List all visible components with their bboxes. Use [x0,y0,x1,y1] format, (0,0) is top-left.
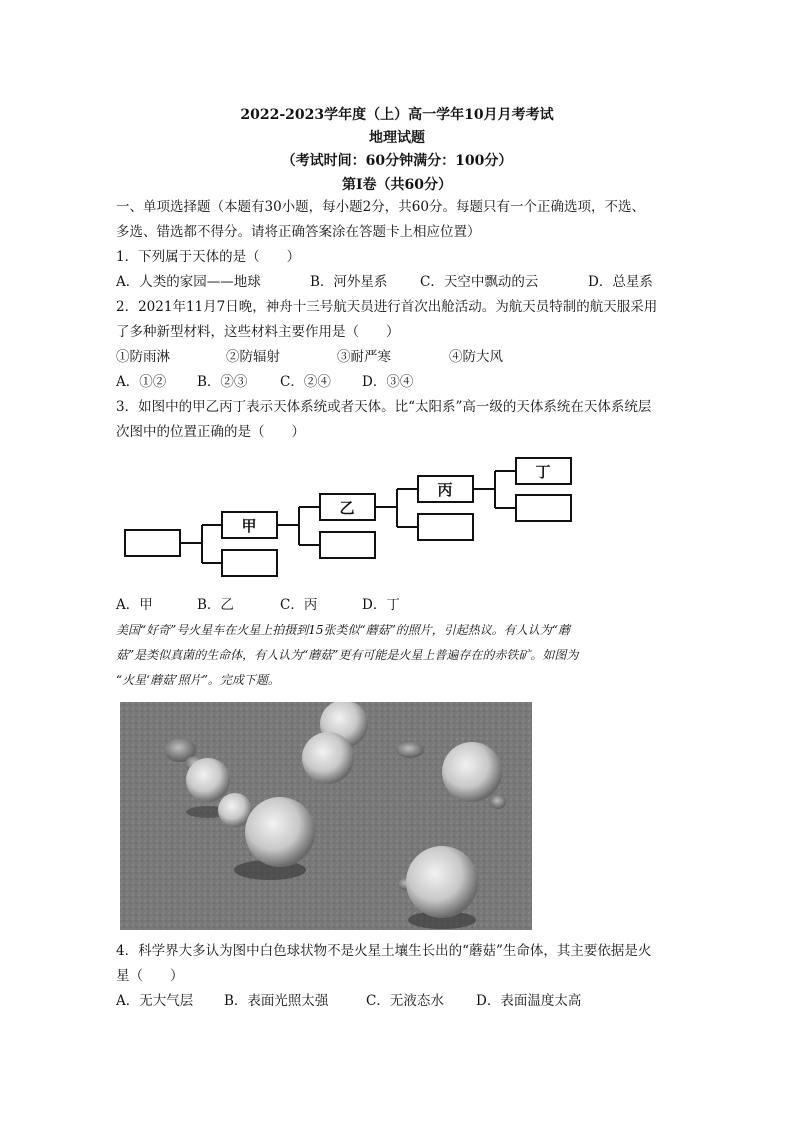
passage-line-3: “火星‘蘑菇’照片”。完成下题。 [116,673,280,687]
q3-stem-line-1: 3．如图中的甲乙丙丁表示天体系统或者天体。比“太阳系”高一级的天体系统在天体系统层 [116,399,652,415]
q2-item-2: ②防辐射 [226,349,280,365]
q4-option-d: D．表面温度太高 [476,993,582,1009]
exam-title: 2022-2023学年度（上）高一学年10月月考考试 [240,107,554,123]
exam-subject: 地理试题 [369,130,425,146]
q3-option-d: D．丁 [362,597,400,613]
hierarchy-box-level-4-blank [516,495,571,521]
q3-stem-line-2: 次图中的位置正确的是（ ） [116,424,305,440]
q1-option-a: A．人类的家园——地球 [116,274,261,290]
q1-option-b: B．河外星系 [310,274,388,290]
q3-option-a: A．甲 [116,597,153,613]
q2-option-b: B．②③ [197,374,248,390]
hierarchy-box-level-1-blank [222,550,277,576]
q4-option-a: A．无大气层 [116,993,194,1009]
hierarchy-box-level-3-blank [418,514,473,540]
hierarchy-box-level-0 [125,530,180,556]
q4-option-b: B．表面光照太强 [224,993,329,1009]
diagram-label-bing: 丙 [437,481,453,499]
mars-mushroom-photo [120,702,532,930]
diagram-label-jia: 甲 [241,517,257,535]
q1-stem: 1．下列属于天体的是（ ） [116,249,301,265]
exam-time-info: （考试时间：60分钟满分：100分） [281,153,513,169]
passage-line-2: 菇”是类似真菌的生命体，有人认为“蘑菇”更有可能是火星上普遍存在的赤铁矿。如图为 [116,648,579,662]
celestial-system-hierarchy-diagram [0,440,794,590]
q3-option-c: C．丙 [280,597,318,613]
passage-line-1: 美国“好奇”号火星车在火星上拍摄到15张类似“蘑菇”的照片，引起热议。有人认为“蘑 [116,623,570,637]
q2-item-3: ③耐严寒 [337,349,391,365]
section-heading: 第Ⅰ卷（共60分） [341,177,453,193]
q4-option-c: C．无液态水 [366,993,444,1009]
q3-option-b: B．乙 [197,597,234,613]
q4-stem-line-2: 星（ ） [116,968,184,984]
q1-option-d: D．总星系 [588,274,653,290]
q2-item-1: ①防雨淋 [116,349,170,365]
q2-stem-line-2: 了多种新型材料，这些材料主要作用是（ ） [116,324,400,340]
q4-stem-line-1: 4．科学界大多认为图中白色球状物不是火星土壤生长出的“蘑菇”生命体，其主要依据是火 [116,943,652,959]
q2-option-a: A．①② [116,374,167,390]
instructions-line-1: 一、单项选择题（本题有30小题，每小题2分，共60分。每题只有一个正确选项，不选、 [116,199,645,215]
hierarchy-box-level-2-blank [320,532,375,558]
q2-item-4: ④防大风 [449,349,503,365]
q2-option-d: D．③④ [362,374,414,390]
q2-option-c: C．②④ [280,374,331,390]
q1-option-c: C．天空中飘动的云 [420,274,539,290]
diagram-label-ding: 丁 [535,463,551,481]
q2-stem-line-1: 2．2021年11月7日晚，神舟十三号航天员进行首次出舱活动。为航天员特制的航天服采用 [116,299,658,315]
instructions-line-2: 多选、错选都不得分。请将正确答案涂在答题卡上相应位置） [116,224,481,240]
diagram-label-yi: 乙 [339,499,355,517]
